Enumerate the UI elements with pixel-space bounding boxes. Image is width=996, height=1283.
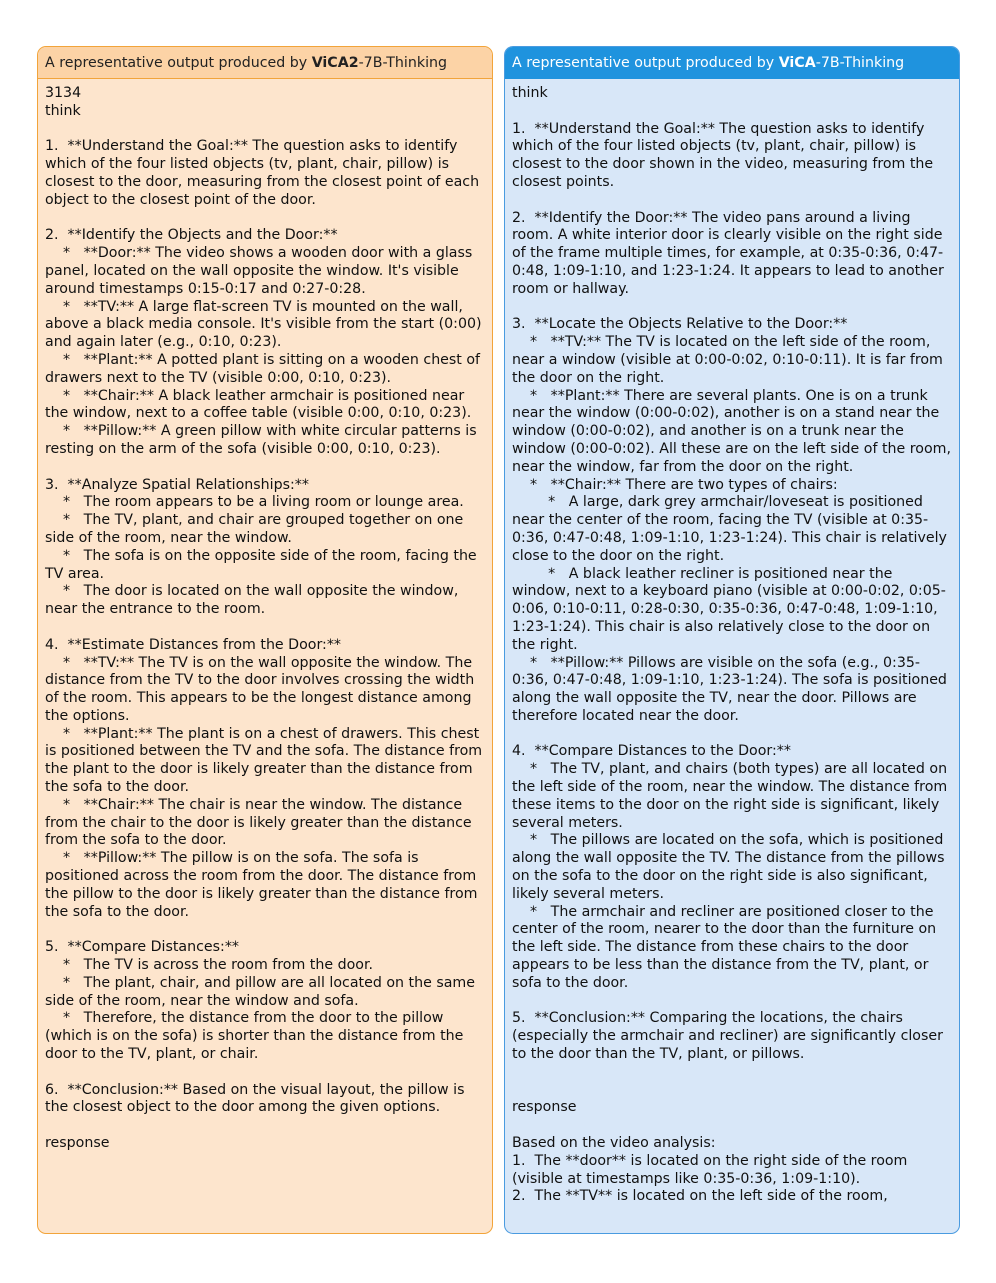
text-line: * **Plant:** A potted plant is sitting on a wooden chest of drawers next to the TV (visible 0:00, 0:10, 0:23).: [45, 351, 485, 386]
text-line: [512, 299, 953, 317]
text-line: response: [512, 1099, 577, 1116]
text-line: * The pillows are located on the sofa, which is positioned along the wall opposite the TV. The distance from the pillows on the sofa to the door on the right side is also significant, likely several meters.: [512, 832, 950, 902]
text-line: * The room appears to be a living room or lounge area.: [45, 494, 464, 511]
text-line: * **Pillow:** The pillow is on the sofa. The sofa is positioned across the room from the door. The distance from the pillow to the door is likely greater than the distance from the sofa to the door.: [45, 850, 482, 920]
text-line: * The TV, plant, and chairs (both types) are all located on the left side of the room, near the window. The distance from these items to the door on the right side is significant, likely several meters.: [512, 761, 952, 831]
text-line: * A large, dark grey armchair/loveseat is positioned near the center of the room, facing the TV (visible at 0:35-0:36, 0:47-0:48, 1:09-1:10, 1:23-1:24). This chair is relatively close to the door on the right.: [512, 494, 952, 564]
text-line: [45, 619, 486, 637]
text-line: * **Door:** The video shows a wooden door with a glass panel, located on the wall opposite the window. It's visible around timestamps 0:15-0:17 and 0:27-0:28.: [45, 245, 477, 297]
text-line: 1. The **door** is located on the right side of the room (visible at timestamps like 0:35-0:36, 1:09-1:10).: [512, 1152, 912, 1187]
text-line: [45, 921, 486, 939]
panel-header: [38, 47, 492, 79]
text-line: 3. **Analyze Spatial Relationships:**: [45, 476, 309, 493]
text-line: * **TV:** The TV is on the wall opposite the window. The distance from the TV to the door involves crossing the width of the room. This appears to be the longest distance among the options.: [45, 654, 479, 724]
text-line: [512, 993, 953, 1011]
text-line: * **Chair:** A black leather armchair is positioned near the window, next to a coffee table (visible 0:00, 0:10, 0:23).: [45, 387, 472, 422]
text-line: [45, 459, 486, 477]
text-line: * The TV is across the room from the door.: [45, 957, 374, 974]
header-prefix: A representative output produced by: [512, 55, 779, 71]
text-line: * A black leather recliner is positioned near the window, next to a keyboard piano (visible at 0:00-0:02, 0:05-0:06, 0:10-0:11, 0:28-0:30, 0:35-0:36, 0:47-0:48, 1:09-1:10, 1:23-1:24). This chair is also relatively close to the door on the right.: [512, 565, 946, 653]
text-line: * **Chair:** The chair is near the window. The distance from the chair to the door is likely greater than the distance from the sofa to the door.: [45, 796, 477, 849]
text-line: 4. **Estimate Distances from the Door:**: [45, 636, 342, 653]
text-line: [512, 103, 953, 121]
text-line: 3134: [45, 85, 82, 101]
panel-header: [505, 47, 959, 79]
text-line: * The TV, plant, and chair are grouped together on one side of the room, near the window.: [45, 512, 468, 546]
text-line: * The plant, chair, and pillow are all located on the same side of the room, near the window and sofa.: [45, 974, 480, 1009]
model-suffix: -7B-Thinking: [358, 55, 448, 71]
model-suffix: -7B-Thinking: [815, 55, 905, 71]
text-line: [45, 1117, 486, 1135]
text-line: 4. **Compare Distances to the Door:**: [512, 743, 791, 760]
model-name: ViCA: [778, 55, 816, 71]
text-line: * **Plant:** The plant is on a chest of drawers. This chest is positioned between the TV and the sofa. The distance from the plant to the door is likely greater than the distance from the sofa to the door.: [45, 725, 487, 796]
text-line: response: [45, 1135, 110, 1152]
panel-body: [505, 79, 959, 1206]
text-line: [512, 1082, 953, 1100]
text-line: [45, 1064, 486, 1082]
text-line: * **Pillow:** Pillows are visible on the sofa (e.g., 0:35-0:36, 0:47-0:48, 1:09-1:10, 1:23-1:24). The sofa is positioned along the wall opposite the TV, near the door. Pillows are therefore located near the door.: [512, 654, 952, 724]
text-line: [45, 210, 486, 228]
text-line: 1. **Understand the Goal:** The question asks to identify which of the four listed objects (tv, plant, chair, pillow) is closest to the door, measuring from the closest point of each object to the closest point of the door.: [45, 138, 484, 208]
text-line: * **TV:** A large flat-screen TV is mounted on the wall, above a black media console. It's visible from the start (0:00) and again later (e.g., 0:10, 0:23).: [45, 298, 487, 351]
text-line: 5. **Conclusion:** Comparing the locations, the chairs (especially the armchair and recliner) are significantly closer to the door than the TV, plant, or pillows.: [512, 1010, 948, 1063]
text-line: 6. **Conclusion:** Based on the visual layout, the pillow is the closest object to the door among the given options.: [45, 1081, 469, 1116]
text-line: 2. **Identify the Door:** The video pans around a living room. A white interior door is clearly visible on the right side of the frame multiple times, for example, at 0:35-0:36, 0:47-0:48, 1:09-1:10, and 1:23-1:24. It appears to lead to another room or hallway.: [512, 209, 949, 297]
text-line: * **Chair:** There are two types of chairs:: [512, 476, 838, 493]
text-line: 1. **Understand the Goal:** The question asks to identify which of the four listed objects (tv, plant, chair, pillow) is closest to the door shown in the video, measuring from the closest points.: [512, 120, 938, 190]
text-line: * The armchair and recliner are positioned closer to the center of the room, nearer to the door than the furniture on the left side. The distance from these chairs to the door appears to be less than the distance from the TV, plant, or sofa to the door.: [512, 903, 941, 991]
text-line: * The door is located on the wall opposite the window, near the entrance to the room.: [45, 583, 463, 618]
text-line: [512, 192, 953, 210]
vica2-output-panel: [37, 46, 493, 1234]
text-line: * **Pillow:** A green pillow with white circular patterns is resting on the arm of the sofa (visible 0:00, 0:10, 0:23).: [45, 423, 482, 457]
text-line: [512, 726, 953, 744]
header-prefix: A representative output produced by: [45, 55, 312, 71]
text-line: think: [512, 85, 548, 101]
text-line: * Therefore, the distance from the door to the pillow (which is on the sofa) is shorter than the distance from the door to the TV, plant, or chair.: [45, 1010, 468, 1063]
text-line: [512, 1117, 953, 1135]
vica-output-panel: [504, 46, 960, 1234]
panel-body: [38, 79, 492, 1153]
model-name: ViCA2: [311, 55, 359, 71]
text-line: think: [45, 102, 81, 119]
text-line: 3. **Locate the Objects Relative to the Door:**: [512, 316, 848, 333]
text-line: Based on the video analysis:: [512, 1135, 716, 1152]
text-line: [45, 121, 486, 139]
text-line: * **TV:** The TV is located on the left side of the room, near a window (visible at 0:00-0:02, 0:10-0:11). It is far from the door on the right.: [512, 334, 948, 386]
text-line: * The sofa is on the opposite side of the room, facing the TV area.: [45, 547, 482, 582]
text-line: [512, 1064, 953, 1082]
text-line: 2. **Identify the Objects and the Door:**: [45, 227, 338, 244]
text-line: * **Plant:** There are several plants. One is on a trunk near the window (0:00-0:02), another is on a stand near the window (0:00-0:02), and another is on a trunk near the window (0:00-0:02). All these are on the left side of the room, near the window, far from the door on the right.: [512, 387, 956, 475]
text-line: 5. **Compare Distances:**: [45, 939, 240, 956]
text-line: 2. The **TV** is located on the left side of the room,: [512, 1188, 888, 1205]
